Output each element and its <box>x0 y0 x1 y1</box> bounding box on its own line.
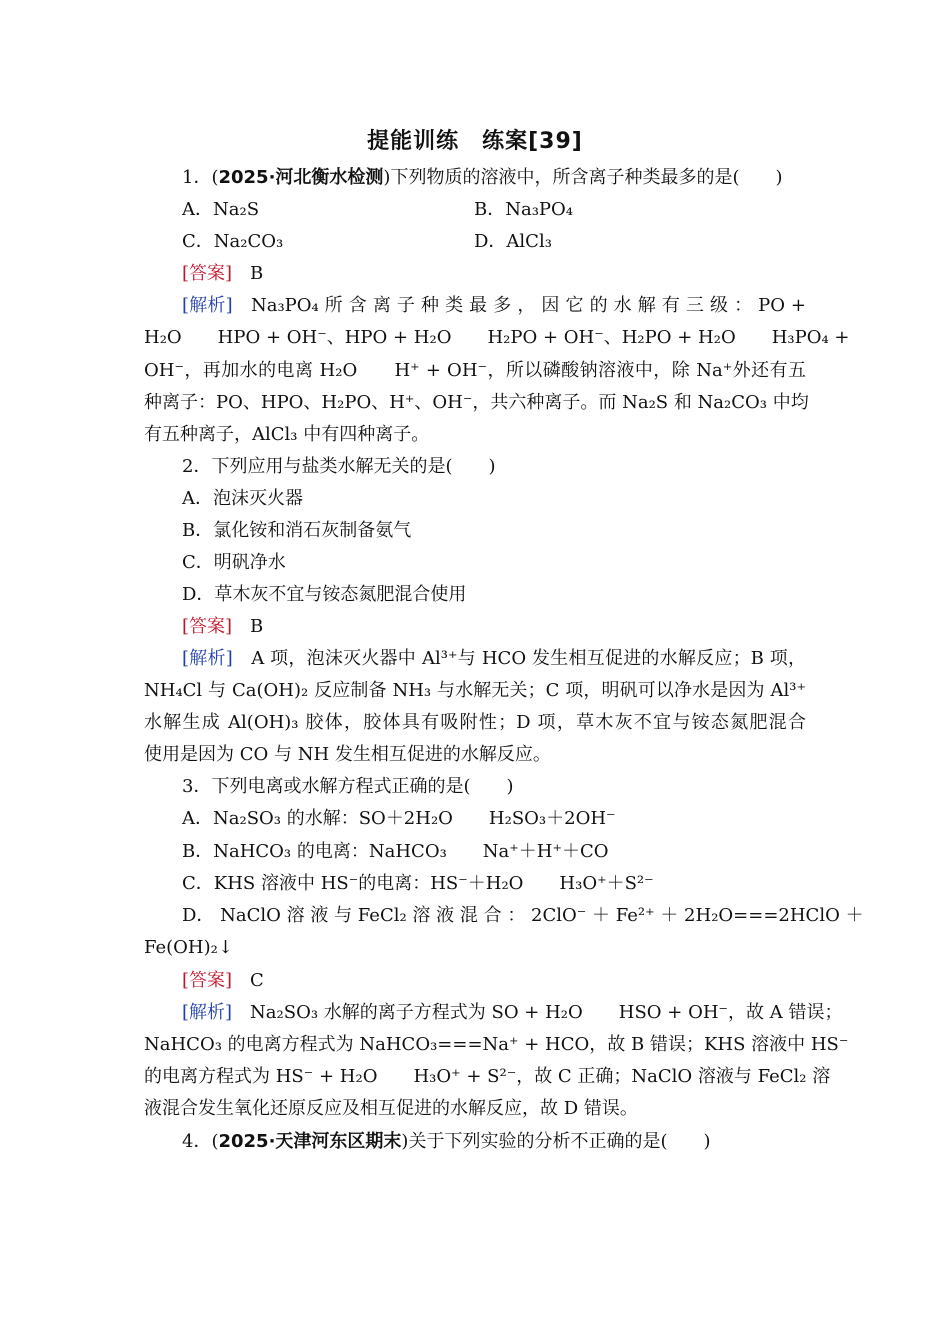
question-4-text: )关于下列实验的分析不正确的是( ) <box>401 1131 711 1152</box>
question-2-analysis-line <box>182 643 806 675</box>
analysis-label: [解析] <box>182 1002 233 1023</box>
question-3-option-c: C．KHS 溶液中 HS⁻的电离：HS⁻＋H₂O H₃O⁺＋S²⁻ <box>182 873 654 894</box>
question-1-option-d: D．AlCl₃ <box>474 231 552 252</box>
question-3-analysis-line: 的电离方程式为 HS⁻ + H₂O H₃O⁺ + S²⁻，故 C 正确；NaClO 溶液与 FeCl₂ 溶 <box>144 1066 831 1087</box>
question-3-option-a: A．Na₂SO₃ 的水解：SO＋2H₂O H₂SO₃＋2OH⁻ <box>182 808 616 829</box>
question-1-text: )下列物质的溶液中，所含离子种类最多的是( ) <box>383 167 783 188</box>
question-1-analysis-line: OH⁻，再加水的电离 H₂O H⁺ + OH⁻，所以磷酸钠溶液中，除 Na⁺外还有五 <box>144 360 806 381</box>
question-3-analysis-line: 液混合发生氧化还原反应及相互促进的水解反应，故 D 错误。 <box>144 1098 638 1119</box>
analysis-text: Na₂SO₃ 水解的离子方程式为 SO + H₂O HSO + OH⁻，故 A 错误； <box>250 1002 843 1023</box>
answer-value: B <box>250 616 264 637</box>
analysis-label: [解析] <box>182 295 233 316</box>
question-3-stem: 3．下列电离或水解方程式正确的是( ) <box>182 776 514 797</box>
question-4-stem <box>182 1126 806 1158</box>
question-1-source: 2025·河北衡水检测 <box>218 167 384 188</box>
analysis-text: Na₃PO₄ 所 含 离 子 种 类 最 多 ， 因 它 的 水 解 有 三 级 ： PO + <box>250 295 807 316</box>
question-1-analysis-line: H₂O HPO + OH⁻、HPO + H₂O H₂PO + OH⁻、H₂PO + H₂O H₃PO₄ + <box>144 327 850 348</box>
question-2-analysis-line: NH₄Cl 与 Ca(OH)₂ 反应制备 NH₃ 与水解无关；C 项，明矾可以净水是因为 Al³⁺ <box>144 680 806 701</box>
question-3-option-b: B．NaHCO₃ 的电离：NaHCO₃ Na⁺＋H⁺＋CO <box>182 841 609 862</box>
analysis-text: A 项，泡沫灭火器中 Al³⁺与 HCO 发生相互促进的水解反应；B 项， <box>251 648 806 669</box>
page-title: 提能训练 练案[39] <box>367 129 583 154</box>
question-1-option-b: B．Na₃PO₄ <box>474 199 574 220</box>
question-2-analysis-line: 水解生成 Al(OH)₃ 胶体，胶体具有吸附性；D 项，草木灰不宜与铵态氮肥混合 <box>144 712 806 733</box>
question-2-option-a: A．泡沫灭火器 <box>182 488 303 509</box>
question-3-analysis-line: NaHCO₃ 的电离方程式为 NaHCO₃===Na⁺ + HCO，故 B 错误；KHS 溶液中 HS⁻ <box>144 1034 849 1055</box>
question-3-option-d-continued: Fe(OH)₂↓ <box>144 937 233 958</box>
answer-label: [答案] <box>182 970 233 991</box>
question-3-analysis-line <box>182 997 843 1029</box>
question-1-analysis-line: 种离子：PO、HPO、H₂PO、H⁺、OH⁻，共六种离子。而 Na₂S 和 Na₂CO₃ 中均 <box>144 392 809 413</box>
question-3-option-d: D． NaClO 溶 液 与 FeCl₂ 溶 液 混 合 ： 2ClO⁻ ＋ Fe²⁺ ＋ 2H₂O===2HClO ＋ <box>182 905 864 926</box>
question-1-answer <box>182 258 806 290</box>
question-1-option-a: A．Na₂S <box>182 199 260 220</box>
question-1-stem <box>182 162 806 194</box>
question-4-source: 2025·天津河东区期末 <box>218 1131 402 1152</box>
question-2-option-c: C．明矾净水 <box>182 552 286 573</box>
question-1-analysis-line <box>182 290 806 322</box>
question-1-number: 1．( <box>182 167 219 188</box>
answer-value: C <box>250 970 264 991</box>
question-2-analysis-line: 使用是因为 CO 与 NH 发生相互促进的水解反应。 <box>144 744 551 765</box>
question-1-option-c: C．Na₂CO₃ <box>182 231 284 252</box>
answer-value: B <box>250 263 264 284</box>
question-2-stem: 2．下列应用与盐类水解无关的是( ) <box>182 456 496 477</box>
question-1-analysis-line: 有五种离子，AlCl₃ 中有四种离子。 <box>144 424 430 445</box>
question-3-answer <box>182 965 806 997</box>
question-2-option-b: B．氯化铵和消石灰制备氨气 <box>182 520 412 541</box>
question-1-options-row-2 <box>182 226 806 258</box>
question-2-answer <box>182 611 806 643</box>
answer-label: [答案] <box>182 263 233 284</box>
analysis-label: [解析] <box>182 648 233 669</box>
answer-label: [答案] <box>182 616 233 637</box>
question-1-options-row-1 <box>182 194 806 226</box>
question-2-option-d: D．草木灰不宜与铵态氮肥混合使用 <box>182 584 467 605</box>
question-4-number: 4．( <box>182 1131 219 1152</box>
